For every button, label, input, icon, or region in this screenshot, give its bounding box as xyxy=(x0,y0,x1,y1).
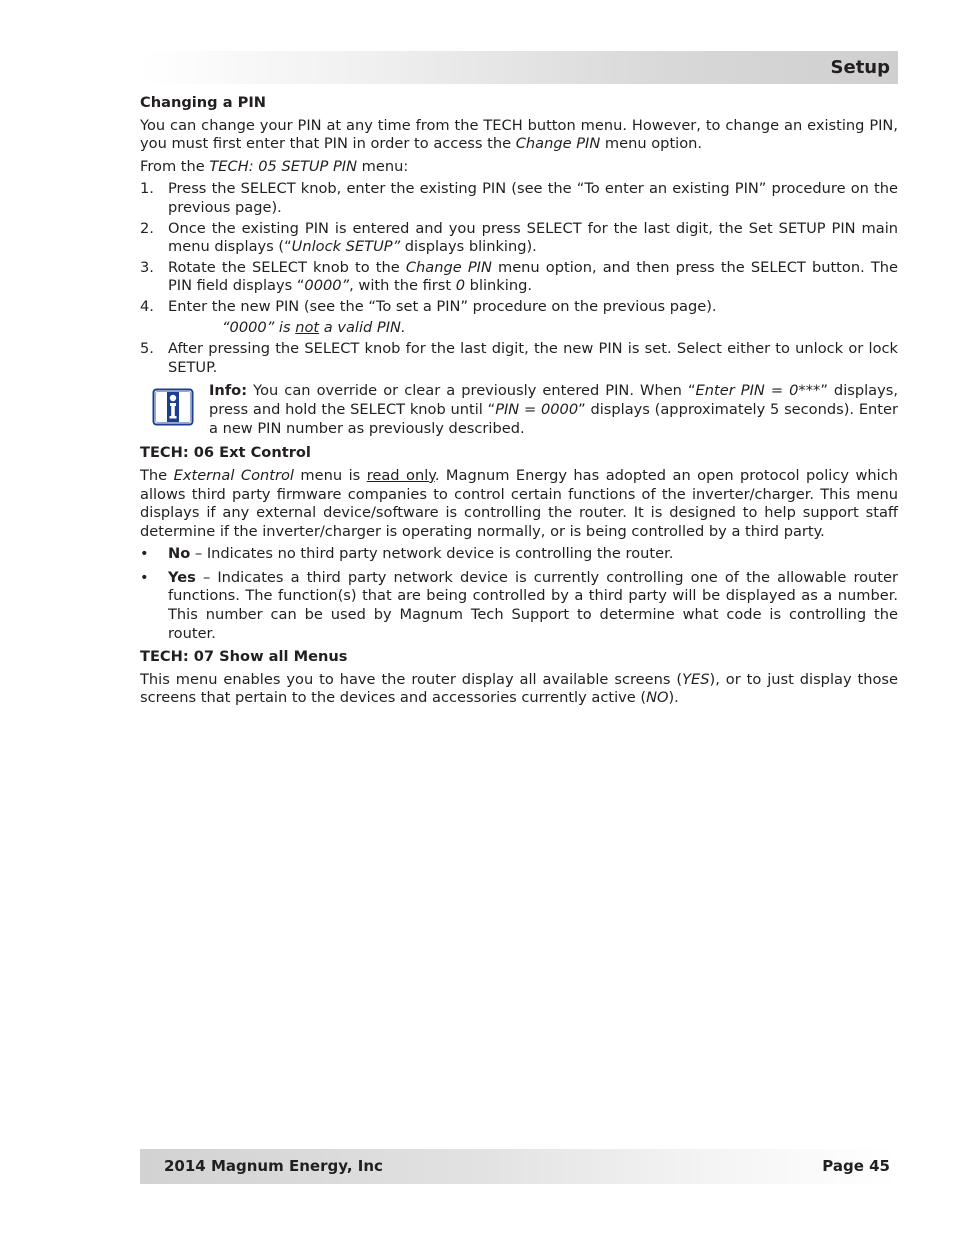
footer-copyright: 2014 Magnum Energy, Inc xyxy=(164,1157,383,1175)
paragraph-pin-intro: You can change your PIN at any time from the TECH button menu. However, to change an existing PIN, you must first enter that PIN in order to access the Change PIN menu option. xyxy=(140,116,898,153)
page-content xyxy=(140,94,898,712)
info-callout: Info: You can override or clear a previously entered PIN. When “Enter PIN = 0***” displays, press and hold the SELECT knob until “PIN = 0000” displays (approximately 5 seconds). Enter a new PIN number as previously described. xyxy=(140,382,898,438)
paragraph-ext-control: The External Control menu is read only. Magnum Energy has adopted an open protocol policy which allows third party firmware companies to control certain functions of the inverter/charger. This menu displays if any external device/software is controlling the router. It is designed to help support staff determine if the inverter/charger is operating normally, or is being controlled by a third party. xyxy=(140,466,898,540)
list-item: 1. Press the SELECT knob, enter the existing PIN (see the “To enter an existing PIN” procedure on the previous page). xyxy=(140,180,898,216)
page-number: Page 45 xyxy=(822,1157,890,1175)
list-item: • Yes – Indicates a third party network device is currently controlling one of the allowable router functions. The function(s) that are being controlled by a third party will be displayed as a number. This number can be used by Magnum Tech Support to determine what code is controlling the router. xyxy=(140,568,898,642)
pin-steps-list-continued xyxy=(140,340,898,377)
pin-steps-list xyxy=(140,180,898,316)
paragraph-from-menu: From the TECH: 05 SETUP PIN menu: xyxy=(140,157,409,175)
heading-show-all-menus: TECH: 07 Show all Menus xyxy=(140,648,348,666)
pin-note: “0000” is not a valid PIN. xyxy=(222,318,406,336)
heading-changing-pin: Changing a PIN xyxy=(140,94,266,111)
list-item: • No – Indicates no third party network device is controlling the router. xyxy=(140,545,674,563)
list-item: 4. Enter the new PIN (see the “To set a PIN” procedure on the previous page). xyxy=(140,297,717,315)
list-item: 3. Rotate the SELECT knob to the Change PIN menu option, and then press the SELECT button. The PIN field displays “0000”, with the first 0 blinking. xyxy=(140,258,898,295)
list-item: 5. After pressing the SELECT knob for the last digit, the new PIN is set. Select either to unlock or lock SETUP. xyxy=(140,340,898,376)
ext-control-options xyxy=(140,545,898,643)
paragraph-show-all-menus: This menu enables you to have the router display all available screens (YES), or to just display those screens that pertain to the devices and accessories currently active (NO). xyxy=(140,670,898,707)
page-footer xyxy=(140,1149,898,1184)
info-icon xyxy=(152,388,194,426)
page-header xyxy=(140,51,898,84)
section-title: Setup xyxy=(830,57,890,78)
list-item: 2. Once the existing PIN is entered and you press SELECT for the last digit, the Set SETUP PIN main menu displays (“Unlock SETUP” displays blinking). xyxy=(140,219,898,256)
heading-ext-control: TECH: 06 Ext Control xyxy=(140,444,311,462)
